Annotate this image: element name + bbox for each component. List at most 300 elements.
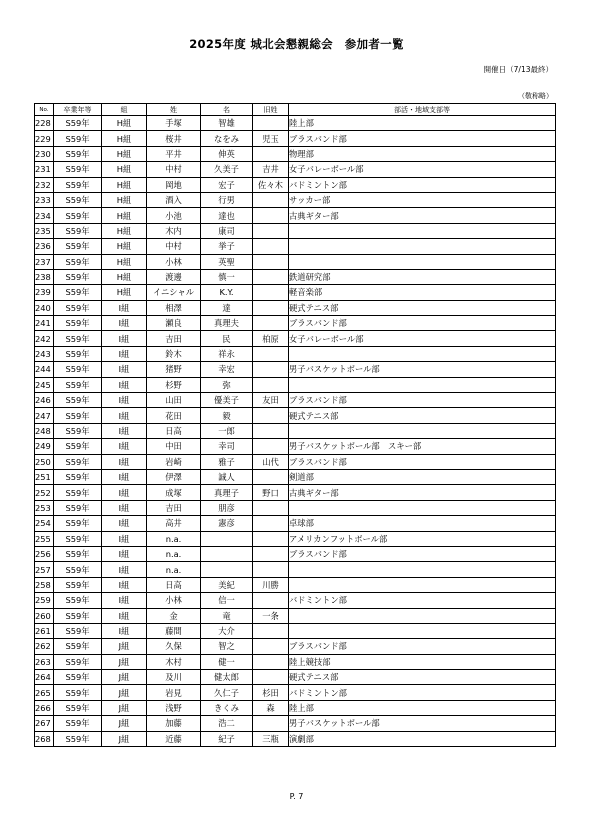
maiden-name [253, 716, 289, 731]
last-name: 成塚 [147, 485, 201, 500]
row-number: 228 [35, 116, 54, 131]
graduation-year: S59年 [54, 608, 102, 623]
header-no: No. [35, 104, 54, 116]
maiden-name: 山代 [253, 454, 289, 469]
graduation-year: S59年 [54, 116, 102, 131]
class-group: I組 [102, 439, 147, 454]
first-name: 智雄 [201, 116, 253, 131]
club-name: バドミントン部 [289, 685, 556, 700]
class-group: I組 [102, 546, 147, 561]
maiden-name: 杉田 [253, 685, 289, 700]
row-number: 263 [35, 654, 54, 669]
club-name [289, 500, 556, 515]
club-name: ブラスバンド部 [289, 131, 556, 146]
table-row [35, 562, 556, 577]
class-group: I組 [102, 316, 147, 331]
first-name: 憲彦 [201, 516, 253, 531]
maiden-name [253, 439, 289, 454]
row-number: 254 [35, 516, 54, 531]
maiden-name [253, 269, 289, 284]
club-name [289, 562, 556, 577]
first-name: 朋彦 [201, 500, 253, 515]
club-name: 古典ギター部 [289, 485, 556, 500]
graduation-year: S59年 [54, 423, 102, 438]
last-name: 中村 [147, 162, 201, 177]
class-group: H組 [102, 239, 147, 254]
table-row [35, 377, 556, 392]
table-row [35, 285, 556, 300]
header-maiden-name: 旧姓 [253, 104, 289, 116]
class-group: I組 [102, 469, 147, 484]
row-number: 237 [35, 254, 54, 269]
first-name: 信一 [201, 593, 253, 608]
table-row [35, 454, 556, 469]
class-group: I組 [102, 593, 147, 608]
first-name: 伸英 [201, 146, 253, 161]
row-number: 259 [35, 593, 54, 608]
graduation-year: S59年 [54, 300, 102, 315]
last-name: 中村 [147, 239, 201, 254]
club-name: 軽音楽部 [289, 285, 556, 300]
row-number: 262 [35, 639, 54, 654]
table-row [35, 485, 556, 500]
class-group: I組 [102, 608, 147, 623]
row-number: 255 [35, 531, 54, 546]
last-name: 岡地 [147, 177, 201, 192]
graduation-year: S59年 [54, 254, 102, 269]
last-name: 木内 [147, 223, 201, 238]
row-number: 238 [35, 269, 54, 284]
maiden-name: 野口 [253, 485, 289, 500]
club-name [289, 423, 556, 438]
first-name: 一郎 [201, 423, 253, 438]
club-name: 硬式テニス部 [289, 408, 556, 423]
graduation-year: S59年 [54, 208, 102, 223]
table-row [35, 593, 556, 608]
class-group: H組 [102, 269, 147, 284]
graduation-year: S59年 [54, 577, 102, 592]
table-row [35, 608, 556, 623]
last-name: n.a. [147, 546, 201, 561]
club-name [289, 577, 556, 592]
maiden-name [253, 254, 289, 269]
first-name: 行男 [201, 192, 253, 207]
table-header-row [35, 104, 556, 116]
maiden-name [253, 516, 289, 531]
graduation-year: S59年 [54, 331, 102, 346]
maiden-name [253, 377, 289, 392]
first-name [201, 562, 253, 577]
first-name: 智之 [201, 639, 253, 654]
graduation-year: S59年 [54, 469, 102, 484]
row-number: 230 [35, 146, 54, 161]
graduation-year: S59年 [54, 316, 102, 331]
first-name: 雅子 [201, 454, 253, 469]
graduation-year: S59年 [54, 454, 102, 469]
table-row [35, 731, 556, 746]
club-name: 古典ギター部 [289, 208, 556, 223]
last-name: 山田 [147, 393, 201, 408]
first-name: 挙子 [201, 239, 253, 254]
club-name: 演劇部 [289, 731, 556, 746]
club-name: 硬式テニス部 [289, 670, 556, 685]
class-group: I組 [102, 500, 147, 515]
class-group: I組 [102, 454, 147, 469]
graduation-year: S59年 [54, 500, 102, 515]
first-name: 竜 [201, 608, 253, 623]
club-name: 硬式テニス部 [289, 300, 556, 315]
graduation-year: S59年 [54, 346, 102, 361]
table-row [35, 623, 556, 638]
table-row [35, 546, 556, 561]
row-number: 249 [35, 439, 54, 454]
club-name: 鉄道研究部 [289, 269, 556, 284]
row-number: 252 [35, 485, 54, 500]
last-name: 木村 [147, 654, 201, 669]
class-group: I組 [102, 423, 147, 438]
first-name: 誠人 [201, 469, 253, 484]
last-name: n.a. [147, 531, 201, 546]
row-number: 261 [35, 623, 54, 638]
club-name [289, 223, 556, 238]
maiden-name: 友田 [253, 393, 289, 408]
maiden-name [253, 623, 289, 638]
first-name: 康司 [201, 223, 253, 238]
table-row [35, 300, 556, 315]
graduation-year: S59年 [54, 239, 102, 254]
class-group: J組 [102, 639, 147, 654]
last-name: 久保 [147, 639, 201, 654]
table-row [35, 516, 556, 531]
class-group: I組 [102, 623, 147, 638]
row-number: 250 [35, 454, 54, 469]
row-number: 256 [35, 546, 54, 561]
first-name: 健一 [201, 654, 253, 669]
row-number: 251 [35, 469, 54, 484]
first-name: 浩二 [201, 716, 253, 731]
header-first-name: 名 [201, 104, 253, 116]
last-name: 小池 [147, 208, 201, 223]
table-row [35, 531, 556, 546]
first-name: 宏子 [201, 177, 253, 192]
last-name: イニシャル [147, 285, 201, 300]
class-group: H組 [102, 177, 147, 192]
maiden-name [253, 469, 289, 484]
row-number: 235 [35, 223, 54, 238]
club-name: バドミントン部 [289, 593, 556, 608]
last-name: 瀬良 [147, 316, 201, 331]
maiden-name: 児玉 [253, 131, 289, 146]
row-number: 229 [35, 131, 54, 146]
row-number: 232 [35, 177, 54, 192]
maiden-name [253, 593, 289, 608]
maiden-name [253, 362, 289, 377]
honorific-note: （敬称略） [518, 92, 553, 100]
maiden-name [253, 423, 289, 438]
club-name: ブラスバンド部 [289, 454, 556, 469]
class-group: I組 [102, 516, 147, 531]
row-number: 264 [35, 670, 54, 685]
class-group: I組 [102, 346, 147, 361]
graduation-year: S59年 [54, 639, 102, 654]
maiden-name: 一条 [253, 608, 289, 623]
first-name: 祥永 [201, 346, 253, 361]
maiden-name [253, 192, 289, 207]
graduation-year: S59年 [54, 285, 102, 300]
table-row [35, 700, 556, 715]
row-number: 266 [35, 700, 54, 715]
club-name: 男子バスケットボール部 [289, 362, 556, 377]
last-name: 岩崎 [147, 454, 201, 469]
table-row [35, 670, 556, 685]
table-row [35, 639, 556, 654]
graduation-year: S59年 [54, 685, 102, 700]
row-number: 242 [35, 331, 54, 346]
last-name: 小林 [147, 593, 201, 608]
graduation-year: S59年 [54, 700, 102, 715]
club-name: 剣道部 [289, 469, 556, 484]
last-name: 渡邊 [147, 269, 201, 284]
class-group: J組 [102, 700, 147, 715]
last-name: 近藤 [147, 731, 201, 746]
maiden-name [253, 546, 289, 561]
graduation-year: S59年 [54, 439, 102, 454]
maiden-name [253, 562, 289, 577]
last-name: 日高 [147, 577, 201, 592]
first-name: 慎一 [201, 269, 253, 284]
club-name: ブラスバンド部 [289, 393, 556, 408]
club-name: 物理部 [289, 146, 556, 161]
graduation-year: S59年 [54, 546, 102, 561]
last-name: 浅野 [147, 700, 201, 715]
last-name: 伊澤 [147, 469, 201, 484]
row-number: 233 [35, 192, 54, 207]
club-name [289, 623, 556, 638]
club-name [289, 254, 556, 269]
table-row [35, 162, 556, 177]
row-number: 240 [35, 300, 54, 315]
last-name: 中田 [147, 439, 201, 454]
class-group: H組 [102, 131, 147, 146]
row-number: 243 [35, 346, 54, 361]
first-name: 幸司 [201, 439, 253, 454]
class-group: I組 [102, 408, 147, 423]
maiden-name: 森 [253, 700, 289, 715]
last-name: 猪野 [147, 362, 201, 377]
row-number: 241 [35, 316, 54, 331]
table-row [35, 269, 556, 284]
maiden-name [253, 316, 289, 331]
first-name: 優美子 [201, 393, 253, 408]
table-row [35, 423, 556, 438]
first-name: 英聖 [201, 254, 253, 269]
class-group: H組 [102, 146, 147, 161]
first-name: 紀子 [201, 731, 253, 746]
table-row [35, 331, 556, 346]
table-row [35, 654, 556, 669]
club-name: 男子バスケットボール部 [289, 716, 556, 731]
maiden-name: 吉井 [253, 162, 289, 177]
header-year: 卒業年等 [54, 104, 102, 116]
maiden-name [253, 239, 289, 254]
class-group: I組 [102, 362, 147, 377]
maiden-name: 三瓶 [253, 731, 289, 746]
row-number: 239 [35, 285, 54, 300]
class-group: I組 [102, 577, 147, 592]
last-name: 小林 [147, 254, 201, 269]
maiden-name [253, 116, 289, 131]
maiden-name [253, 346, 289, 361]
last-name: 杉野 [147, 377, 201, 392]
class-group: I組 [102, 331, 147, 346]
row-number: 236 [35, 239, 54, 254]
club-name: ブラスバンド部 [289, 546, 556, 561]
header-group: 組 [102, 104, 147, 116]
class-group: J組 [102, 670, 147, 685]
last-name: 桜井 [147, 131, 201, 146]
graduation-year: S59年 [54, 362, 102, 377]
maiden-name [253, 408, 289, 423]
graduation-year: S59年 [54, 192, 102, 207]
graduation-year: S59年 [54, 654, 102, 669]
club-name: 陸上部 [289, 700, 556, 715]
graduation-year: S59年 [54, 162, 102, 177]
graduation-year: S59年 [54, 623, 102, 638]
maiden-name: 柏原 [253, 331, 289, 346]
graduation-year: S59年 [54, 177, 102, 192]
first-name: 健太郎 [201, 670, 253, 685]
table-row [35, 192, 556, 207]
row-number: 265 [35, 685, 54, 700]
header-club: 部活・地域支部等 [289, 104, 556, 116]
first-name: きくみ [201, 700, 253, 715]
class-group: H組 [102, 192, 147, 207]
last-name: 岩見 [147, 685, 201, 700]
table-row [35, 408, 556, 423]
first-name: 美紀 [201, 577, 253, 592]
first-name: 真理子 [201, 485, 253, 500]
first-name: 真理夫 [201, 316, 253, 331]
meeting-date: 開催日（7/13最終） [483, 65, 553, 74]
table-row [35, 439, 556, 454]
first-name: 達也 [201, 208, 253, 223]
table-row [35, 716, 556, 731]
maiden-name: 佐々木 [253, 177, 289, 192]
table-row [35, 346, 556, 361]
page-number: P. 7 [289, 792, 304, 801]
graduation-year: S59年 [54, 146, 102, 161]
club-name [289, 377, 556, 392]
participant-table [34, 103, 556, 747]
class-group: I組 [102, 485, 147, 500]
class-group: J組 [102, 716, 147, 731]
class-group: I組 [102, 300, 147, 315]
class-group: H組 [102, 285, 147, 300]
graduation-year: S59年 [54, 131, 102, 146]
row-number: 258 [35, 577, 54, 592]
last-name: 吉田 [147, 331, 201, 346]
last-name: 日高 [147, 423, 201, 438]
table-row [35, 146, 556, 161]
maiden-name: 川勝 [253, 577, 289, 592]
class-group: J組 [102, 731, 147, 746]
participant-rows [35, 116, 556, 747]
maiden-name [253, 300, 289, 315]
table-row [35, 316, 556, 331]
last-name: 及川 [147, 670, 201, 685]
graduation-year: S59年 [54, 562, 102, 577]
maiden-name [253, 146, 289, 161]
last-name: n.a. [147, 562, 201, 577]
graduation-year: S59年 [54, 531, 102, 546]
graduation-year: S59年 [54, 393, 102, 408]
last-name: 高井 [147, 516, 201, 531]
table-row [35, 393, 556, 408]
row-number: 231 [35, 162, 54, 177]
last-name: 手塚 [147, 116, 201, 131]
class-group: J組 [102, 654, 147, 669]
graduation-year: S59年 [54, 670, 102, 685]
first-name: 毅 [201, 408, 253, 423]
maiden-name [253, 531, 289, 546]
first-name: 久仁子 [201, 685, 253, 700]
first-name: 幸宏 [201, 362, 253, 377]
table-row [35, 469, 556, 484]
first-name: 大介 [201, 623, 253, 638]
first-name [201, 546, 253, 561]
first-name: K.Y. [201, 285, 253, 300]
club-name: 男子バスケットボール部 スキー部 [289, 439, 556, 454]
first-name: 弥 [201, 377, 253, 392]
row-number: 267 [35, 716, 54, 731]
last-name: 吉田 [147, 500, 201, 515]
row-number: 257 [35, 562, 54, 577]
first-name: 達 [201, 300, 253, 315]
class-group: I組 [102, 531, 147, 546]
graduation-year: S59年 [54, 485, 102, 500]
table-row [35, 685, 556, 700]
club-name: ブラスバンド部 [289, 316, 556, 331]
table-row [35, 362, 556, 377]
table-row [35, 131, 556, 146]
maiden-name [253, 208, 289, 223]
club-name: 卓球部 [289, 516, 556, 531]
table-row [35, 577, 556, 592]
graduation-year: S59年 [54, 516, 102, 531]
last-name: 金 [147, 608, 201, 623]
row-number: 248 [35, 423, 54, 438]
row-number: 260 [35, 608, 54, 623]
table-row [35, 208, 556, 223]
club-name: ブラスバンド部 [289, 639, 556, 654]
row-number: 244 [35, 362, 54, 377]
last-name: 平井 [147, 146, 201, 161]
graduation-year: S59年 [54, 731, 102, 746]
club-name: バドミントン部 [289, 177, 556, 192]
club-name: サッカー部 [289, 192, 556, 207]
maiden-name [253, 654, 289, 669]
table-row [35, 177, 556, 192]
table-row [35, 254, 556, 269]
last-name: 加藤 [147, 716, 201, 731]
row-number: 245 [35, 377, 54, 392]
club-name [289, 608, 556, 623]
club-name: 女子バレーボール部 [289, 331, 556, 346]
club-name: 陸上競技部 [289, 654, 556, 669]
table-row [35, 500, 556, 515]
table-row [35, 116, 556, 131]
graduation-year: S59年 [54, 593, 102, 608]
